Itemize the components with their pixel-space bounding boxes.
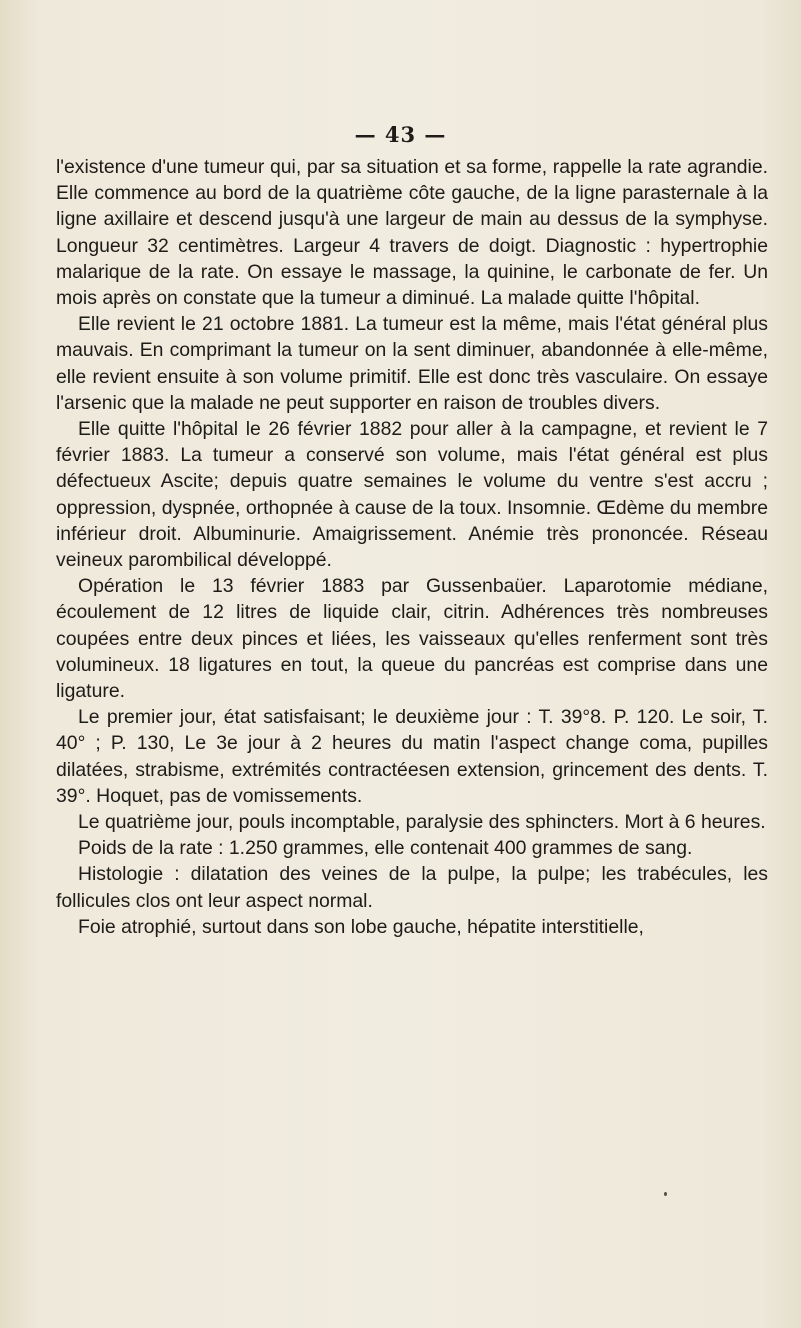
paragraph: Elle quitte l'hôpital le 26 février 1882 pour aller à la campagne, et revient le 7 février 1883. La tumeur a conservé son volume, mais l'état général est plus défectueux Ascite; depuis quatre semaines le volume du ventre s'est accru ; oppression, dyspnée, orthopnée à cause de la toux. Insomnie. Œdème du membre inférieur droit. Albuminurie. Amaigrissement. Anémie très prononcée. Réseau veineux parombilical développé. — [56, 418, 768, 572]
paragraph: Poids de la rate : 1.250 grammes, elle contenait 400 grammes de sang. — [78, 837, 693, 860]
paragraph: Elle revient le 21 octobre 1881. La tumeur est la même, mais l'état général plus mauvais. En comprimant la tumeur on la sent diminuer, abandonnée à elle-même, elle revient ensuite à son volume primitif. Elle est donc très vasculaire. On essaye l'arsenic que la malade ne peut supporter en raison de troubles divers. — [56, 313, 768, 414]
page-number: — 43 — — [354, 122, 447, 147]
paragraph: Foie atrophié, surtout dans son lobe gauche, hépatite interstitielle, — [78, 915, 644, 938]
paragraph: l'existence d'une tumeur qui, par sa situation et sa forme, rappelle la rate agrandie. Elle commence au bord de la quatrième côte gauche, de la ligne parasternale à la ligne axillaire et descend jusqu'à une largeur de main au dessus de la symphyse. Longueur 32 centimètres. Largeur 4 travers de doigt. Diagnostic : hypertrophie malarique de la rate. On essaye le massage, la quinine, le carbonate de fer. Un mois après on constate que la tumeur a diminué. La malade quitte l'hôpital. — [56, 156, 768, 310]
paragraph: Histologie : dilatation des veines de la pulpe, la pulpe; les trabécules, les follicules clos ont leur aspect normal. — [56, 863, 768, 912]
paragraph: Le premier jour, état satisfaisant; le deuxième jour : T. 39°8. P. 120. Le soir, T. 40° ; P. 130, Le 3e jour à 2 heures du matin l'aspect change coma, pupilles dilatées, strabisme, extrémités contractéesen extension, grincement des dents. T. 39°. Hoquet, pas de vomissements. — [56, 706, 768, 807]
paragraph: Le quatrième jour, pouls incomptable, paralysie des sphincters. Mort à 6 heures. — [78, 811, 766, 834]
body-text — [56, 154, 768, 940]
paragraph: Opération le 13 février 1883 par Gussenbaüer. Laparotomie médiane, écoulement de 12 litres de liquide clair, citrin. Adhérences très nombreuses coupées entre deux pinces et liées, les vaisseaux qu'elles renferment sont très volumineux. 18 ligatures en tout, la queue du pancréas est comprise dans une ligature. — [56, 575, 768, 703]
ink-speck — [664, 1192, 667, 1196]
